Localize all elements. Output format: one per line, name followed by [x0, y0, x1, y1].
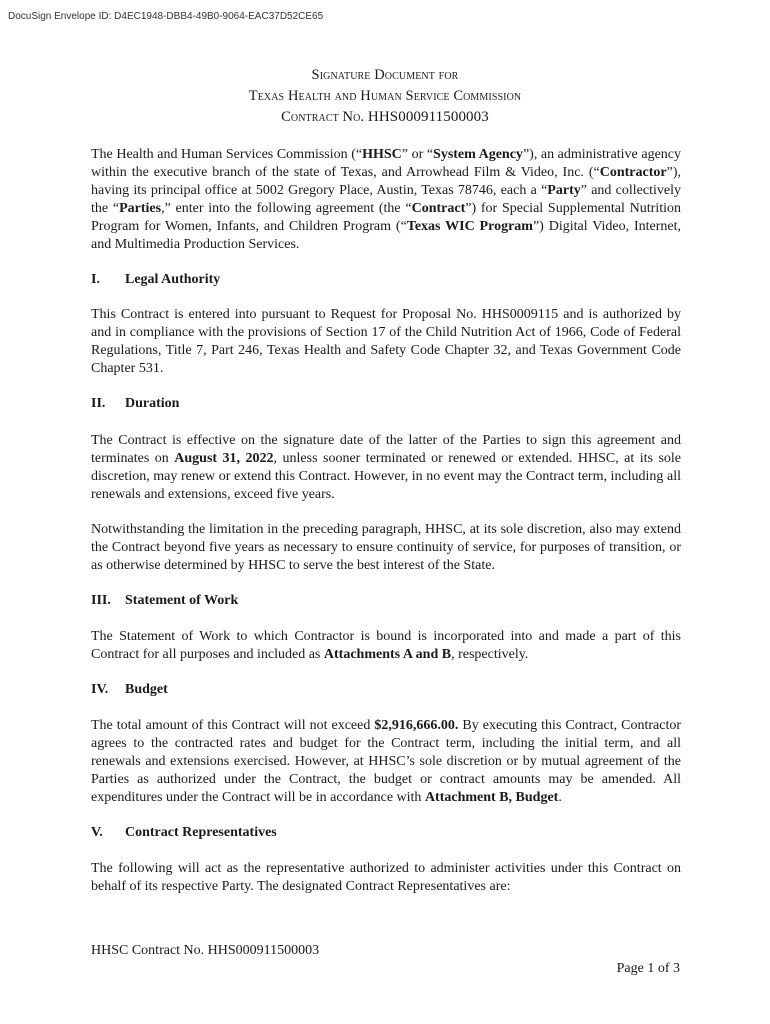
document-title	[0, 65, 770, 128]
docusign-envelope-id: DocuSign Envelope ID: D4EC1948-DBB4-49B0-9064-EAC37D52CE65	[8, 11, 324, 22]
duration-paragraph-1: The Contract is effective on the signature date of the latter of the Parties to sign this agreement and terminates on August 31, 2022, unless sooner terminated or renewed or extended. HHSC, at its sole discretion, may renew or extend this Contract. However, in no event may the Contract term, including all renewals and extensions, exceed five years.	[91, 433, 682, 502]
section-heading-contract-representatives: V. Contract Representatives	[91, 825, 277, 840]
footer-page-number: Page 1 of 3	[616, 961, 680, 976]
term-parties: Parties	[119, 201, 162, 216]
title-line-2: Texas Health and Human Service Commission	[248, 88, 522, 104]
footer-contract-number: HHSC Contract No. HHS000911500003	[91, 943, 320, 958]
term-system-agency: System Agency	[433, 147, 523, 162]
intro-paragraph: The Health and Human Services Commission (“HHSC” or “System Agency”), an administrative agency within the executive branch of the state of Texas, and Arrowhead Film & Video, Inc. (“Contractor”), having its principal office at 5002 Gregory Place, Austin, Texas 78746, each a “Party” and collectively the “Parties,” enter into the following agreement (the “Contract”) for Special Supplemental Nutrition Program for Women, Infants, and Children Program (“Texas WIC Program”) Digital Video, Internet, and Multimedia Production Services.	[91, 147, 681, 252]
contract-total-amount: $2,916,666.00.	[374, 718, 459, 733]
title-contract-prefix: Contract No.	[281, 109, 365, 125]
section-heading-legal-authority: I. Legal Authority	[91, 272, 221, 287]
attachments-reference: Attachments A and B	[323, 647, 452, 662]
title-line-1: Signature Document for	[311, 67, 459, 83]
section-heading-duration: II. Duration	[91, 396, 180, 411]
term-party: Party	[547, 183, 581, 198]
statement-of-work-paragraph: The Statement of Work to which Contractor is bound is incorporated into and made a part of this Contract for all purposes and included as Attachments A and B, respectively.	[91, 629, 681, 662]
title-contract-number: HHS000911500003	[367, 109, 489, 125]
term-texas-wic: Texas WIC Program	[406, 219, 533, 234]
section-heading-statement-of-work: III. Statement of Work	[91, 593, 239, 608]
term-contractor: Contractor	[599, 165, 667, 180]
legal-authority-paragraph: This Contract is entered into pursuant to Request for Proposal No. HHS0009115 and is authorized by and in compliance with the provisions of Section 17 of the Child Nutrition Act of 1966, Code of Federal Regulations, Title 7, Part 246, Texas Health and Safety Code Chapter 32, and Texas Government Code Chapter 531.	[91, 307, 681, 376]
attachment-b-reference: Attachment B, Budget	[424, 790, 559, 805]
term-contract: Contract	[411, 201, 466, 216]
termination-date: August 31, 2022	[174, 451, 274, 466]
term-hhsc: HHSC	[362, 147, 402, 162]
title-line-3	[0, 107, 770, 128]
budget-paragraph: The total amount of this Contract will not exceed $2,916,666.00. By executing this Contract, Contractor agrees to the contracted rates and budget for the Contract term, including the initial term, and all renewals and extensions exercised. However, at HHSC’s sole discretion or by mutual agreement of the Parties as authorized under the Contract, the budget or contract amounts may be amended. All expenditures under the Contract will be in accordance with Attachment B, Budget.	[91, 718, 681, 805]
section-heading-budget: IV. Budget	[91, 682, 168, 697]
duration-paragraph-2: Notwithstanding the limitation in the preceding paragraph, HHSC, at its sole discretion, also may extend the Contract beyond five years as necessary to ensure continuity of service, for purposes of transition, or as otherwise determined by HHSC to serve the best interest of the State.	[91, 522, 681, 573]
contract-representatives-paragraph: The following will act as the representative authorized to administer activities under this Contract on behalf of its respective Party. The designated Contract Representatives are:	[91, 861, 681, 894]
